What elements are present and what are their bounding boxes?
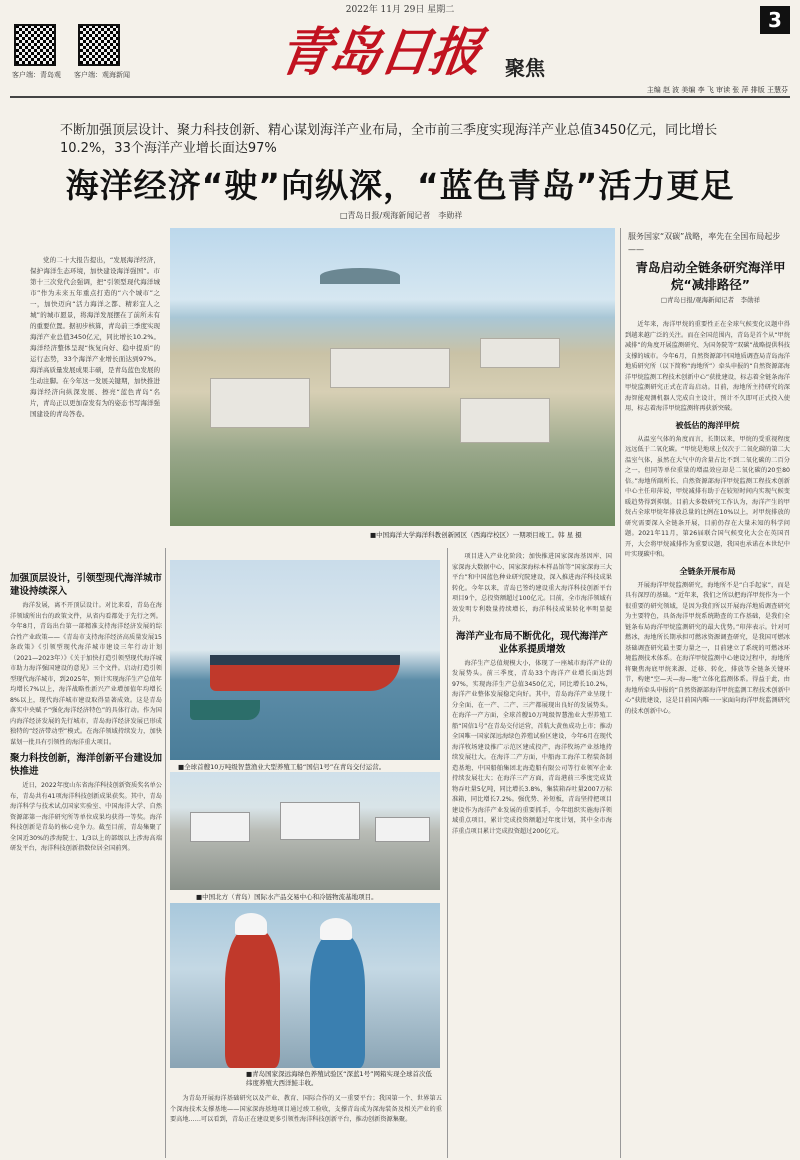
article-byline: □青岛日报/观海新闻记者 李勋祥 [340,211,463,220]
right-subhead-2: 全链条开展布局 [679,566,736,576]
left-subhead-1: 加强顶层设计，引领型现代海洋城市建设持续深入 [10,573,162,597]
side-byline: □青岛日报/观海新闻记者 李勋祥 [660,296,761,304]
bottom-text: 为青岛开展海洋基础研究以及产业、教育、国际合作的又一重要平台；我国第一个、世界第五个深海技术支撑基地——国家深海基地项目通过竣工验收，支撑青岛成为深海装备及相关产业的重要高地……可以看到，青岛正在建设更多引领性海洋科技创新平台，推动创新资源集聚。 [170,1095,442,1123]
right-text-3: 开展海洋甲烷监测研究，海地所不是“白手起家”，而是具有深厚的基础。“近年来，我们之所以把海洋甲烷作为一个很重要的研究领域，是因为我们所以开展海洋地质调查研究为主要特色，具备海洋甲烷系统勘查的工作基础，是我们全链条布局海洋甲烷监测研究的最大优势。”印萍表示。针对可燃冰，海地所长期承担可燃冰资源调查研究，是我国可燃冰基础调查研究最主要力量之一，目前建立了系统的可燃冰环境监测技术体系。在海洋甲烷监测中心建设过程中，海地所将聚焦海底甲烷来源、迁移、转化、排放等全链条关键环节，构建“空—天—海—地”立体化监测体系。得益于此，由海地所牵头申报的“自然资源部海洋甲烷监测工程技术创新中心”获批建设，这是目前国内唯一一家面向海洋甲烷监测研究的技术创新中心。 [625,581,790,715]
section-name: 聚焦 [505,56,545,80]
right-subhead-1: 被低估的海洋甲烷 [675,420,740,430]
right-text-1: 近年来，海洋甲烷的重要性正在全球气候变化议题中得到越来越广泛的关注。而在全国范围内，青岛是首个从“甲烷减排”的角度开展监测研究、为国务院等“双碳”战略提供科技支撑的城市。今年6月，自然资源部中国地质调查局青岛海洋地质研究所（以下简称“海地所”）牵头申报的“自然资源部海洋甲烷监测工程技术创新中心”获批建设，标志着全链条海洋甲烷监测研究正式在青岛启动。目前，海地所主持研究的深海智能观测机器人完成自主设计，预计不久即可正式投入使用，标志着海洋甲烷监测将再获新突破。 [625,321,790,412]
column-divider [620,228,621,1158]
top-rule [10,96,790,98]
middle-column [452,552,612,1158]
column-divider [165,548,166,1158]
page-number: 3 [760,6,790,34]
left-column [10,568,162,1158]
photo-building [330,348,450,388]
warehouse-shape [375,817,430,842]
helmet-shape [320,918,352,940]
main-photo-caption: ■中国海洋大学海洋科教创新园区（西海岸校区）一期项目竣工。韩 星 摄 [370,531,582,539]
main-photo [170,228,615,526]
fish-photo [170,903,440,1068]
qr-caption-right: 客户端：观海新闻 [74,71,130,79]
qr-code-left[interactable] [14,24,56,66]
port-photo-caption: ■中国北方（青岛）国际水产品交易中心和冷链物流基地项目。 [196,893,378,901]
person-figure [225,928,280,1068]
left-text-1: 海洋发展，离不开顶层设计。对比来看，青岛在海洋领域所出台的政策文件，从省内看都处于先行之列。今年8月，青岛出台第一部精准支持海洋经济发展的综合性产业政策——《青岛市支持海洋经济高质量发展15条政策》《引领型现代海洋城市建设三年行动计划（2021—2023年）》《关于加快打造引领型现代海洋城市助力海洋强国建设的意见》三个文件。启动打造引领型现代海洋城市，到2025年，预计实现海洋生产总值年均增长7%以上，海洋战略性新兴产业增加值年均增长8%以上，现代海洋城市建设取得显著成效。这是青岛落实中央赋予“强化海洋经济特色”的具体行动。作为国内海洋经济发展的先行城市，青岛海洋经济发展已形成独特的“经济带动型”模式。在海洋领域持续发力，加快谋划一批具有引领性的海洋重大项目。 [10,602,162,746]
right-text-2: 从温室气体的角度而言，长期以来，甲烷的受重视程度远远低于二氧化碳。“甲烷是地球上仅次于二氧化碳的第二大温室气体，虽然在大气中的含量占比不到二氧化碳的二百分之一，但同等单位重量的增温效应却是二氧化碳的20至80倍。”海地所副所长、自然资源部海洋甲烷监测工程技术创新中心主任印萍说，甲烷减排有助于在较短时间内实现气候变暖趋势得到抑制。目前大多数研究工作认为，海洋产生的甲烷占全球甲烷年排放总量的比例在10%以上，对甲烷排放的研究需要深入全链条开展，目前仍存在大量未知的科学问题。2021年11月，第26届联合国气候变化大会在英国召开，大会将甲烷减排作为重要议题，我国也承诺在本世纪中叶实现碳中和。 [625,435,790,558]
island-shape [320,268,400,284]
qr-caption-left: 客户端：青岛观 [12,71,61,79]
mid-text-1: 项目进入产业化阶段；加快推进国家深海基因库、国家深海大数据中心、国家深海标本样品馆等“国家深海三大平台”和中国蓝色种业研究院建设，深入推进海洋科技成果转化。今年以来，青岛已签约建设重大海洋科技创新平台项目9个，总投资额超过100亿元。目前，全市海洋领域有效发明专利数量持续增长，海洋科技成果转化率明显提升。 [452,553,612,623]
ship-photo-caption: ■全球首艘10万吨级智慧渔业大型养殖工船“国信1号”在青岛交付运营。 [178,763,386,771]
left-subhead-2: 聚力科技创新，海洋创新平台建设加快推进 [10,753,162,777]
article-headline: 海洋经济“驶”向纵深，“蓝色青岛”活力更足 [65,166,735,205]
person-figure [310,933,365,1068]
side-article-head [628,230,793,304]
left-text-2: 近日，2022年度山东省海洋科技创新资质奖名单公布，青岛共有41项海洋科技创新成果获奖。其中，青岛海洋科学与技术试点国家实验室、中国海洋大学、自然资源部第一海洋研究所等单位成果均获得一等奖。海洋科技创新是青岛的核心竞争力。截至目前，青岛集聚了全国近30%的涉海院士、1/3以上的部级以上涉海高端研发平台，海洋科技创新指数位居全国前列。 [10,782,162,852]
date-line: 2022年 11月 29日 星期二 [345,5,455,15]
photo-building [480,338,560,368]
intro-text: 党的二十大报告提出，“发展海洋经济，保护海洋生态环境，加快建设海洋强国”。市第十三次党代会强调，把“引领型现代海洋城市”作为未来五年重点打造的“六个城市”之一，加快迈向“活力海洋之都、精彩宜人之城”的城市愿景，将海洋发展摆在了前所未有的重要位置。据初步核算，青岛前三季度实现海洋产业总值3450亿元，同比增长10.2%。海洋经济整体呈现“恢复向好、稳中提质”的运行态势，33个海洋产业增长面达到97%。海洋高质量发展成果丰硕，是青岛蓝色发展的生动注脚。在今年这一发展关键期，加快推进海洋经济向纵深发展、擦亮“蓝色青岛”名片，青岛正以更加奋发有为的姿态书写海洋强国建设的青岛答卷。 [30,256,160,418]
helmet-shape [235,913,267,935]
column-divider [447,548,448,1158]
side-kicker: 服务国家“双碳”战略，率先在全国布局起步—— [628,232,781,254]
tugboat-shape [190,700,260,720]
port-photo [170,772,440,890]
side-title: 青岛启动全链条研究海洋甲烷“减排路径” [635,260,786,292]
editors-line: 主编 赵 波 美编 李 飞 审读 张 萍 排版 王慧芬 [646,86,788,94]
ship-hull-shape [210,655,400,691]
mid-text-2: 海洋生产总值规模大小，体现了一座城市海洋产业的发展势头。前三季度，青岛33个海洋产业增长面达到97%，实现海洋生产总值3450亿元，同比增长10.2%，海洋产业整体发展稳定向好。其中，青岛海洋产业呈现十分全面、在一产、二产、三产都展现出良好的发展势头。在海洋一产方面，全球首艘10万吨级智慧渔业大型养殖工船“国信1号”在青岛交付运营，首航大黄鱼成功上市；推动全国唯一国家深远海绿色养殖试验区建设，今年6月在现代海洋牧场建设推广示范区建成投产，海洋牧场产业基地持续发展壮大。在海洋二产方面，中船海工海洋工程装备制造基地、中国船舶集团北海造船有限公司等行业领军企业持续发展壮大；在海洋三产方面，青岛港前三季度完成货物吞吐量5亿吨，同比增长3.8%，集装箱吞吐量2007万标准箱，同比增长7.2%。强优势、补短板，青岛坚持把项目建设作为海洋产业发展的重要抓手，今年组织实施海洋领域重点项目，累计完成投资额超过年度计划，其中全市海洋重点项目累计完成投资超过200亿元。 [452,659,612,835]
qr-code-right[interactable] [78,24,120,66]
warehouse-shape [280,802,360,840]
warehouse-shape [190,812,250,842]
mid-subhead-1: 海洋产业布局不断优化，现代海洋产业体系提质增效 [455,630,608,655]
right-column [625,320,790,1158]
ship-photo [170,560,440,760]
photo-building [460,398,550,443]
article-deck: 不断加强顶层设计、聚力科技创新、精心谋划海洋产业布局，全市前三季度实现海洋产业总值3450亿元，同比增长10.2%，33个海洋产业增长面达97% [60,123,718,156]
masthead-logo: 青岛日报 [275,22,484,83]
photo-building [210,378,310,428]
fish-photo-caption: ■青岛国家深远海绿色养殖试验区“深蓝1号”网箱实现全球首次低纬度养殖大西洋鲑丰收。 [246,1070,433,1087]
